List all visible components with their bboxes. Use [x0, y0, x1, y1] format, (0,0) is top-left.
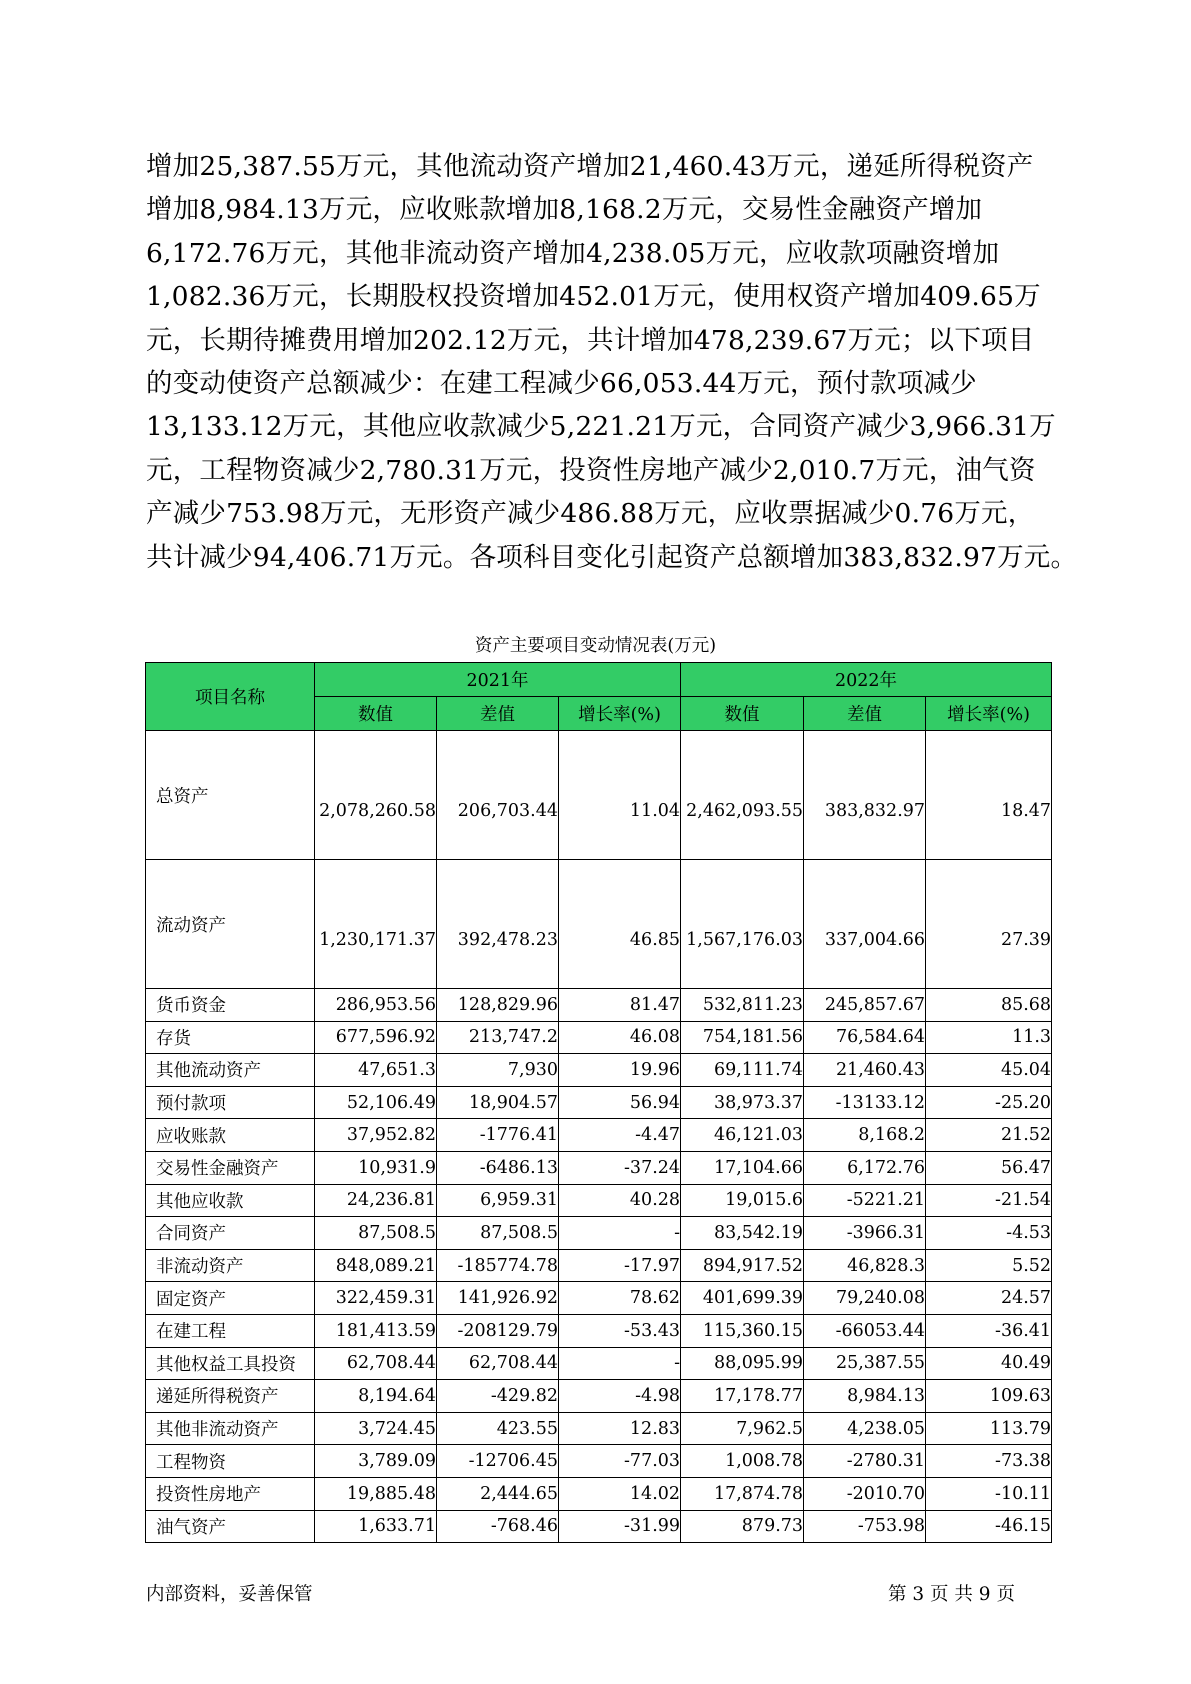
cell-growth-2021: 46.08: [559, 1021, 681, 1054]
paragraph-line: 13,133.12万元，其他应收款减少5,221.21万元，合同资产减少3,966.31万: [146, 411, 1056, 443]
cell-growth-2021: -4.98: [559, 1380, 681, 1413]
table-row: [146, 1477, 1052, 1510]
cell-growth-2022: 85.68: [926, 989, 1052, 1022]
table-row: [146, 860, 1052, 989]
cell-diff-2022: -5221.21: [804, 1184, 926, 1217]
paragraph-line: 增加25,387.55万元，其他流动资产增加21,460.43万元，递延所得税资产: [146, 151, 1034, 182]
footer-page-number: 第 3 页 共 9 页: [888, 1584, 1015, 1605]
cell-value-2022: 17,104.66: [681, 1151, 804, 1184]
cell-growth-2021: 14.02: [559, 1477, 681, 1510]
cell-diff-2021: 87,508.5: [437, 1217, 559, 1250]
cell-diff-2021: 206,703.44: [437, 731, 559, 860]
table-row: [146, 1249, 1052, 1282]
cell-growth-2022: 109.63: [926, 1380, 1052, 1413]
cell-growth-2021: -31.99: [559, 1510, 681, 1543]
cell-diff-2022: -753.98: [804, 1510, 926, 1543]
row-item-name: 油气资产: [146, 1510, 315, 1543]
cell-diff-2022: -3966.31: [804, 1217, 926, 1250]
cell-growth-2022: 40.49: [926, 1347, 1052, 1380]
cell-growth-2021: 56.94: [559, 1086, 681, 1119]
cell-value-2022: 1,008.78: [681, 1445, 804, 1478]
table-row: [146, 1347, 1052, 1380]
cell-diff-2021: -1776.41: [437, 1119, 559, 1152]
body-paragraph: [146, 145, 1078, 579]
cell-diff-2021: -208129.79: [437, 1314, 559, 1347]
table-row: [146, 1282, 1052, 1315]
cell-value-2021: 19,885.48: [315, 1477, 437, 1510]
row-item-name: 存货: [146, 1021, 315, 1054]
cell-growth-2021: 81.47: [559, 989, 681, 1022]
cell-value-2022: 19,015.6: [681, 1184, 804, 1217]
cell-growth-2022: 27.39: [926, 860, 1052, 989]
paragraph-line: 的变动使资产总额减少：在建工程减少66,053.44万元，预付款项减少: [146, 367, 977, 399]
cell-growth-2022: -36.41: [926, 1314, 1052, 1347]
cell-growth-2021: 78.62: [559, 1282, 681, 1315]
cell-value-2021: 8,194.64: [315, 1380, 437, 1413]
row-item-name: 固定资产: [146, 1282, 315, 1315]
cell-value-2021: 1,633.71: [315, 1510, 437, 1543]
cell-diff-2021: 392,478.23: [437, 860, 559, 989]
cell-growth-2022: -25.20: [926, 1086, 1052, 1119]
table-row: [146, 1086, 1052, 1119]
cell-diff-2022: 79,240.08: [804, 1282, 926, 1315]
table-row: [146, 1380, 1052, 1413]
cell-diff-2021: 62,708.44: [437, 1347, 559, 1380]
cell-diff-2022: -2010.70: [804, 1477, 926, 1510]
row-item-name: 其他流动资产: [146, 1054, 315, 1087]
table-row: [146, 1119, 1052, 1152]
cell-diff-2021: -768.46: [437, 1510, 559, 1543]
cell-diff-2021: 2,444.65: [437, 1477, 559, 1510]
table-row: [146, 1021, 1052, 1054]
cell-diff-2022: 337,004.66: [804, 860, 926, 989]
cell-growth-2022: 21.52: [926, 1119, 1052, 1152]
row-item-name: 其他权益工具投资: [146, 1347, 315, 1380]
cell-value-2022: 2,462,093.55: [681, 731, 804, 860]
paragraph-line: 产减少753.98万元，无形资产减少486.88万元，应收票据减少0.76万元，: [146, 498, 1035, 530]
cell-value-2021: 677,596.92: [315, 1021, 437, 1054]
cell-diff-2022: 8,168.2: [804, 1119, 926, 1152]
row-item-name: 其他应收款: [146, 1184, 315, 1217]
cell-diff-2021: -185774.78: [437, 1249, 559, 1282]
paragraph-line: 共计减少94,406.71万元。各项科目变化引起资产总额增加383,832.97万元。: [146, 541, 1078, 573]
row-item-name: 交易性金融资产: [146, 1151, 315, 1184]
cell-diff-2021: 128,829.96: [437, 989, 559, 1022]
cell-growth-2022: -73.38: [926, 1445, 1052, 1478]
cell-diff-2022: -66053.44: [804, 1314, 926, 1347]
cell-value-2022: 38,973.37: [681, 1086, 804, 1119]
cell-growth-2022: 24.57: [926, 1282, 1052, 1315]
row-item-name: 应收账款: [146, 1119, 315, 1152]
row-item-name: 总资产: [146, 731, 315, 860]
cell-value-2021: 2,078,260.58: [315, 731, 437, 860]
paragraph-line: 1,082.36万元，长期股权投资增加452.01万元，使用权资产增加409.65万: [146, 281, 1041, 313]
cell-value-2022: 894,917.52: [681, 1249, 804, 1282]
table-caption: 资产主要项目变动情况表(万元): [474, 636, 717, 656]
cell-diff-2022: 25,387.55: [804, 1347, 926, 1380]
paragraph-line: 6,172.76万元，其他非流动资产增加4,238.05万元，应收款项融资增加: [146, 237, 1000, 269]
row-item-name: 非流动资产: [146, 1249, 315, 1282]
cell-growth-2021: -77.03: [559, 1445, 681, 1478]
cell-diff-2022: 8,984.13: [804, 1380, 926, 1413]
cell-diff-2022: 245,857.67: [804, 989, 926, 1022]
cell-value-2021: 3,789.09: [315, 1445, 437, 1478]
cell-value-2021: 52,106.49: [315, 1086, 437, 1119]
cell-diff-2021: 18,904.57: [437, 1086, 559, 1119]
header-year-2022: 2022年: [681, 663, 1052, 697]
cell-growth-2021: -17.97: [559, 1249, 681, 1282]
cell-growth-2022: -10.11: [926, 1477, 1052, 1510]
cell-value-2021: 87,508.5: [315, 1217, 437, 1250]
cell-value-2022: 1,567,176.03: [681, 860, 804, 989]
cell-growth-2021: 11.04: [559, 731, 681, 860]
cell-value-2022: 754,181.56: [681, 1021, 804, 1054]
row-item-name: 投资性房地产: [146, 1477, 315, 1510]
cell-growth-2022: 11.3: [926, 1021, 1052, 1054]
cell-diff-2022: 6,172.76: [804, 1151, 926, 1184]
row-item-name: 预付款项: [146, 1086, 315, 1119]
cell-growth-2022: 56.47: [926, 1151, 1052, 1184]
cell-growth-2022: 5.52: [926, 1249, 1052, 1282]
row-item-name: 合同资产: [146, 1217, 315, 1250]
cell-diff-2022: -2780.31: [804, 1445, 926, 1478]
asset-change-table: [145, 662, 1052, 1543]
row-item-name: 流动资产: [146, 860, 315, 989]
footer-confidential-note: 内部资料，妥善保管: [146, 1584, 313, 1605]
header-value-2022: 数值: [681, 697, 804, 731]
cell-value-2021: 181,413.59: [315, 1314, 437, 1347]
cell-diff-2021: 6,959.31: [437, 1184, 559, 1217]
row-item-name: 递延所得税资产: [146, 1380, 315, 1413]
cell-diff-2021: -12706.45: [437, 1445, 559, 1478]
table-row: [146, 1445, 1052, 1478]
cell-growth-2021: -: [559, 1347, 681, 1380]
cell-value-2022: 115,360.15: [681, 1314, 804, 1347]
header-year-2021: 2021年: [315, 663, 681, 697]
cell-value-2022: 46,121.03: [681, 1119, 804, 1152]
cell-growth-2022: 18.47: [926, 731, 1052, 860]
cell-value-2022: 532,811.23: [681, 989, 804, 1022]
cell-growth-2022: -4.53: [926, 1217, 1052, 1250]
cell-diff-2021: 423.55: [437, 1412, 559, 1445]
cell-growth-2022: 45.04: [926, 1054, 1052, 1087]
cell-value-2022: 17,874.78: [681, 1477, 804, 1510]
cell-growth-2021: 40.28: [559, 1184, 681, 1217]
row-item-name: 在建工程: [146, 1314, 315, 1347]
table-row: [146, 1412, 1052, 1445]
table-row: [146, 1510, 1052, 1543]
cell-value-2021: 37,952.82: [315, 1119, 437, 1152]
paragraph-line: 增加8,984.13万元，应收账款增加8,168.2万元，交易性金融资产增加: [146, 194, 983, 226]
cell-value-2022: 879.73: [681, 1510, 804, 1543]
cell-growth-2022: 113.79: [926, 1412, 1052, 1445]
cell-diff-2022: 4,238.05: [804, 1412, 926, 1445]
cell-growth-2021: -: [559, 1217, 681, 1250]
cell-diff-2021: 141,926.92: [437, 1282, 559, 1315]
cell-value-2021: 848,089.21: [315, 1249, 437, 1282]
cell-value-2021: 286,953.56: [315, 989, 437, 1022]
table-row: [146, 1184, 1052, 1217]
cell-growth-2021: -4.47: [559, 1119, 681, 1152]
header-diff-2022: 差值: [804, 697, 926, 731]
cell-value-2021: 322,459.31: [315, 1282, 437, 1315]
table-row: [146, 1054, 1052, 1087]
cell-diff-2022: 76,584.64: [804, 1021, 926, 1054]
row-item-name: 货币资金: [146, 989, 315, 1022]
cell-value-2021: 1,230,171.37: [315, 860, 437, 989]
cell-growth-2021: 46.85: [559, 860, 681, 989]
cell-value-2022: 88,095.99: [681, 1347, 804, 1380]
cell-diff-2022: 383,832.97: [804, 731, 926, 860]
cell-growth-2021: -37.24: [559, 1151, 681, 1184]
cell-diff-2021: -6486.13: [437, 1151, 559, 1184]
cell-diff-2021: 213,747.2: [437, 1021, 559, 1054]
row-item-name: 工程物资: [146, 1445, 315, 1478]
table-row: [146, 1314, 1052, 1347]
header-value-2021: 数值: [315, 697, 437, 731]
table-row: [146, 1217, 1052, 1250]
cell-growth-2022: -46.15: [926, 1510, 1052, 1543]
cell-value-2022: 83,542.19: [681, 1217, 804, 1250]
cell-value-2022: 401,699.39: [681, 1282, 804, 1315]
cell-diff-2022: -13133.12: [804, 1086, 926, 1119]
table-row: [146, 731, 1052, 860]
cell-value-2021: 24,236.81: [315, 1184, 437, 1217]
cell-value-2021: 62,708.44: [315, 1347, 437, 1380]
header-diff-2021: 差值: [437, 697, 559, 731]
paragraph-line: 元，长期待摊费用增加202.12万元，共计增加478,239.67万元；以下项目: [146, 324, 1035, 356]
cell-diff-2021: -429.82: [437, 1380, 559, 1413]
cell-growth-2021: -53.43: [559, 1314, 681, 1347]
cell-value-2022: 17,178.77: [681, 1380, 804, 1413]
cell-value-2021: 47,651.3: [315, 1054, 437, 1087]
cell-value-2022: 69,111.74: [681, 1054, 804, 1087]
table-row: [146, 989, 1052, 1022]
paragraph-line: 元，工程物资减少2,780.31万元，投资性房地产减少2,010.7万元，油气资: [146, 454, 1036, 486]
cell-growth-2022: -21.54: [926, 1184, 1052, 1217]
header-growth-2022: 增长率(%): [926, 697, 1052, 731]
cell-value-2021: 10,931.9: [315, 1151, 437, 1184]
cell-value-2021: 3,724.45: [315, 1412, 437, 1445]
cell-diff-2022: 21,460.43: [804, 1054, 926, 1087]
cell-growth-2021: 12.83: [559, 1412, 681, 1445]
row-item-name: 其他非流动资产: [146, 1412, 315, 1445]
header-item-name: 项目名称: [146, 663, 315, 731]
cell-growth-2021: 19.96: [559, 1054, 681, 1087]
cell-diff-2021: 7,930: [437, 1054, 559, 1087]
cell-value-2022: 7,962.5: [681, 1412, 804, 1445]
table-row: [146, 1151, 1052, 1184]
cell-diff-2022: 46,828.3: [804, 1249, 926, 1282]
header-growth-2021: 增长率(%): [559, 697, 681, 731]
